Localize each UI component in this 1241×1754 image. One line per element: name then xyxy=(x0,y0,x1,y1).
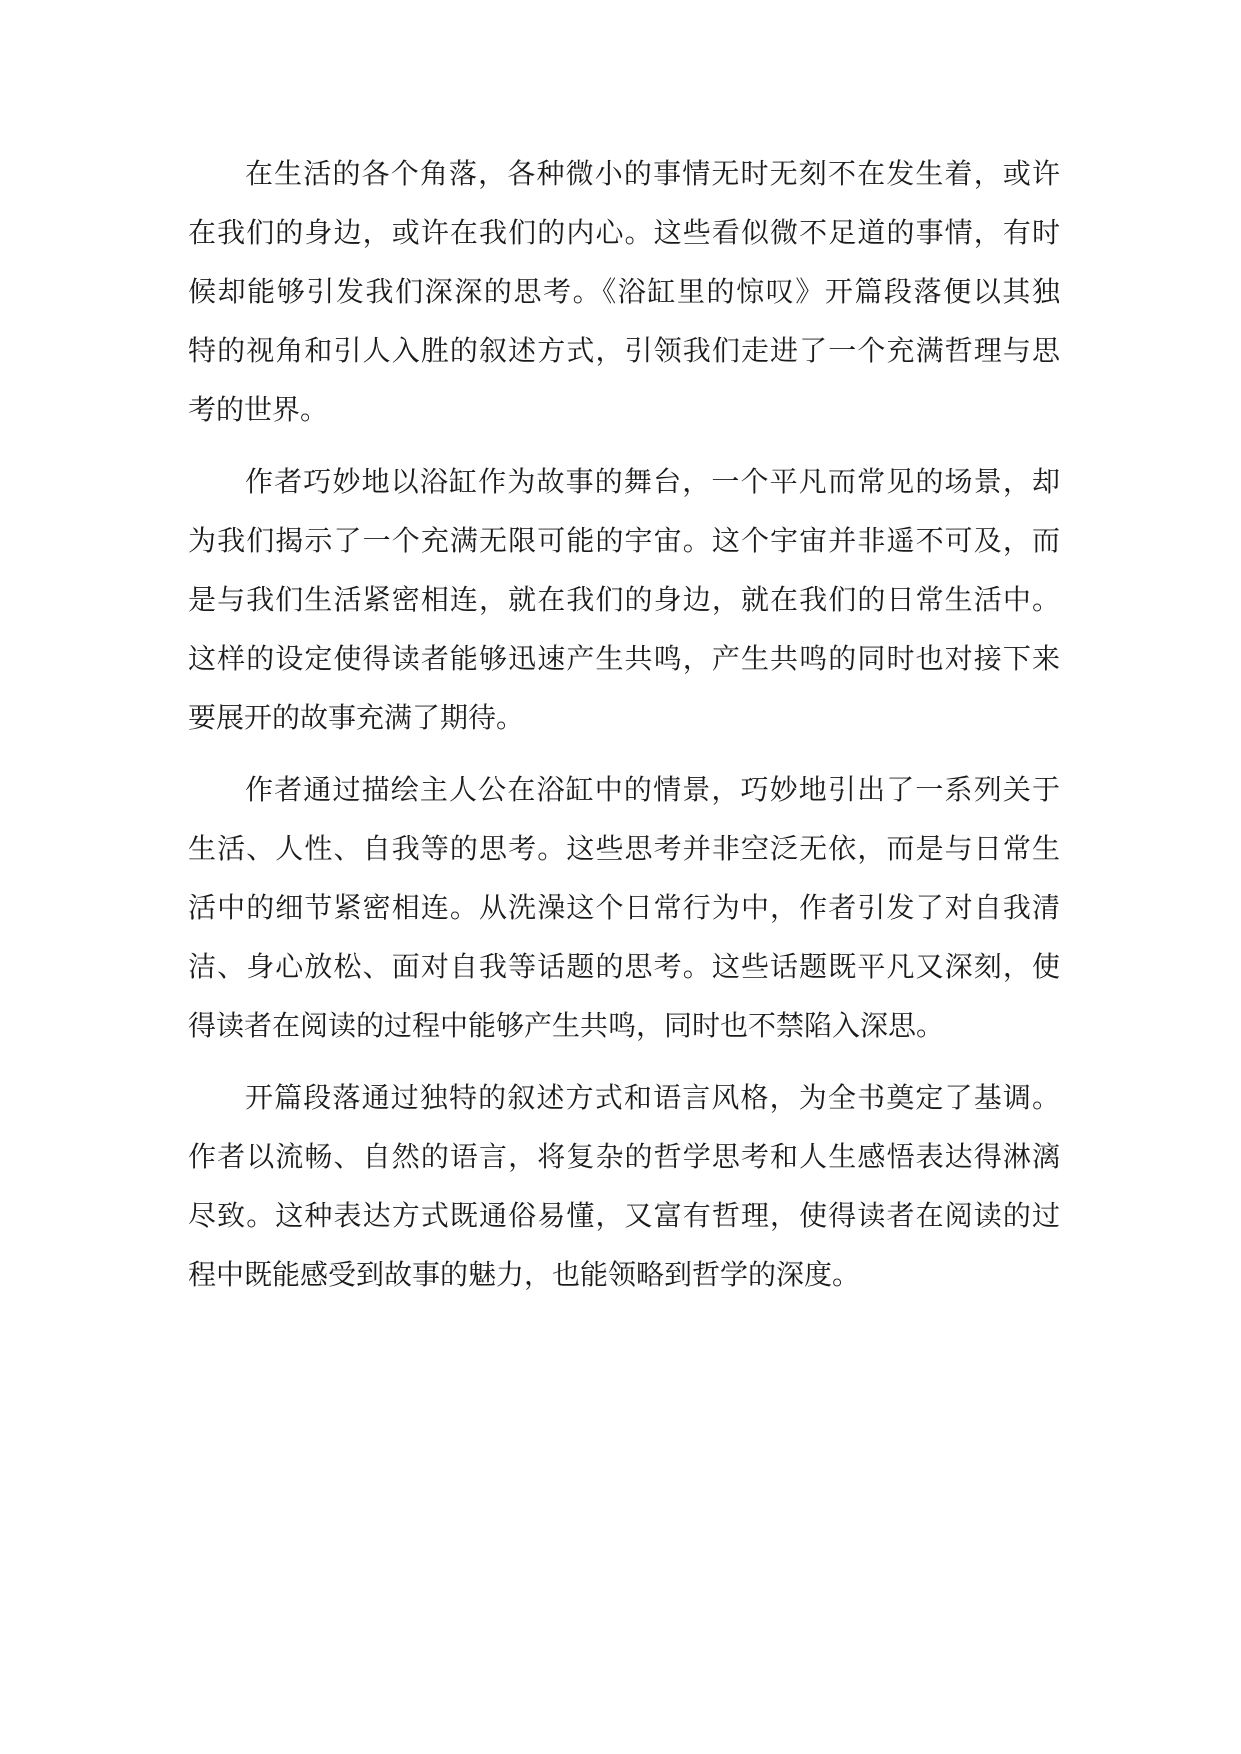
text-line: 作者以流畅、自然的语言，将复杂的哲学思考和人生感悟表达得淋漓 xyxy=(188,1140,1060,1173)
paragraph-3 xyxy=(188,760,1060,1055)
text-line: 得读者在阅读的过程中能够产生共鸣，同时也不禁陷入深思。 xyxy=(188,1009,945,1042)
text-line: 要展开的故事充满了期待。 xyxy=(188,701,525,734)
paragraph-2 xyxy=(188,452,1060,747)
text-line: 作者通过描绘主人公在浴缸中的情景，巧妙地引出了一系列关于 xyxy=(245,773,1060,806)
text-line: 考的世界。 xyxy=(188,393,329,426)
text-line: 这样的设定使得读者能够迅速产生共鸣，产生共鸣的同时也对接下来 xyxy=(188,642,1060,675)
text-line: 洁、身心放松、面对自我等话题的思考。这些话题既平凡又深刻，使 xyxy=(188,950,1060,983)
text-line: 开篇段落通过独特的叙述方式和语言风格，为全书奠定了基调。 xyxy=(245,1081,1060,1114)
text-line: 为我们揭示了一个充满无限可能的宇宙。这个宇宙并非遥不可及，而 xyxy=(188,524,1060,557)
paragraph-1 xyxy=(188,144,1060,439)
text-line: 程中既能感受到故事的魅力，也能领略到哲学的深度。 xyxy=(188,1258,861,1291)
text-line: 生活、人性、自我等的思考。这些思考并非空泛无依，而是与日常生 xyxy=(188,832,1060,865)
text-line: 在我们的身边，或许在我们的内心。这些看似微不足道的事情，有时 xyxy=(188,216,1060,249)
text-line: 在生活的各个角落，各种微小的事情无时无刻不在发生着，或许 xyxy=(245,157,1060,190)
text-line: 作者巧妙地以浴缸作为故事的舞台，一个平凡而常见的场景，却 xyxy=(245,465,1060,498)
text-line: 候却能够引发我们深深的思考。《浴缸里的惊叹》开篇段落便以其独 xyxy=(188,275,1060,308)
text-line: 是与我们生活紧密相连，就在我们的身边，就在我们的日常生活中。 xyxy=(188,583,1060,616)
text-line: 尽致。这种表达方式既通俗易懂，又富有哲理，使得读者在阅读的过 xyxy=(188,1199,1060,1232)
text-line: 活中的细节紧密相连。从洗澡这个日常行为中，作者引发了对自我清 xyxy=(188,891,1060,924)
text-line: 特的视角和引人入胜的叙述方式，引领我们走进了一个充满哲理与思 xyxy=(188,334,1060,367)
paragraph-4 xyxy=(188,1068,1060,1304)
document-body xyxy=(188,144,1060,1304)
